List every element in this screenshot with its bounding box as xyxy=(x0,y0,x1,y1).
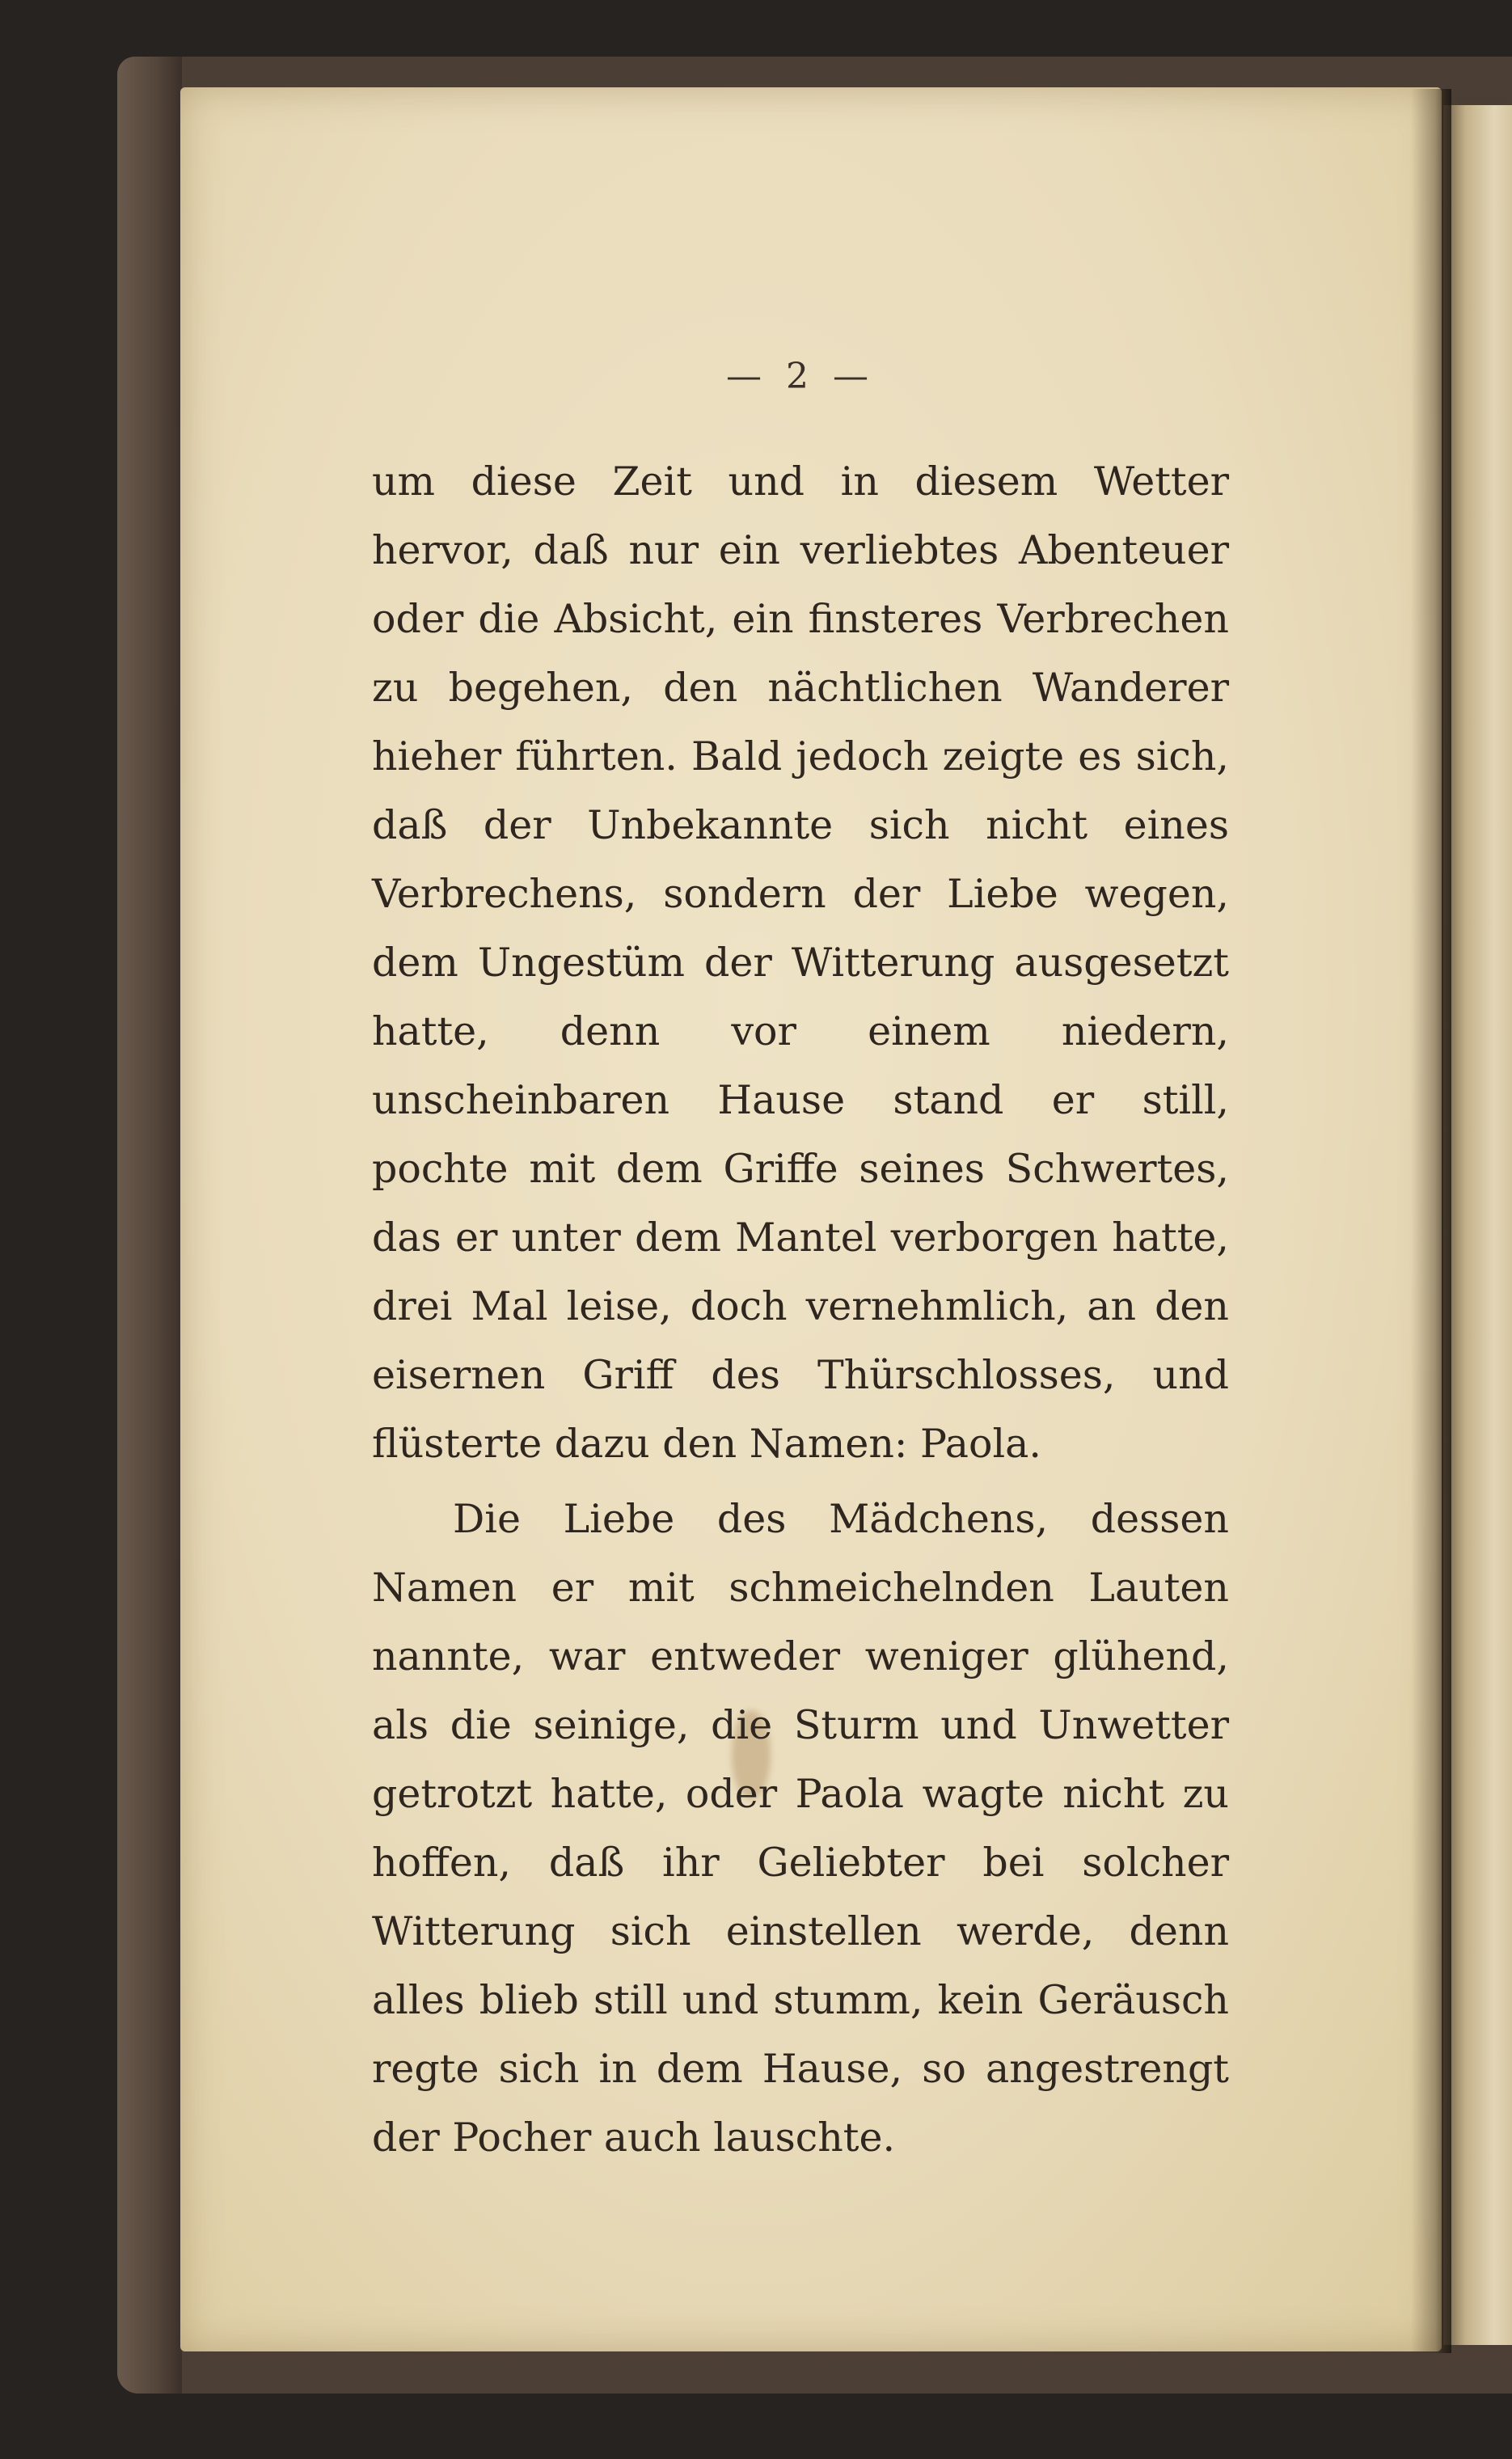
paragraph-2: Die Liebe des Mädchens, dessen Namen er mit schmeichelnden Lauten nannte, war entweder weniger glühend, als die seinige, die Sturm und Unwetter getrotzt hatte, oder Paola wagte nicht zu hoffen, daß ihr Geliebter bei solcher Witterung sich einstellen werde, denn alles blieb still und stumm, kein Geräusch regte sich in dem Hause, so angestrengt der Pocher auch lauschte. xyxy=(372,1496,1229,2161)
page-gutter xyxy=(1411,89,1451,2353)
book-cover-edge xyxy=(117,57,182,2394)
paragraph-1: um diese Zeit und in diesem Wetter hervor, daß nur ein verliebtes Abenteuer oder die Absicht, ein finsteres Verbrechen zu begehen, den nächtlichen Wanderer hieher führten. Bald jedoch zeigte es sich, daß der Unbekannte sich nicht eines Verbrechens, sondern der Liebe wegen, dem Ungestüm der Witterung ausgesetzt hatte, denn vor einem niedern, unscheinbaren Hause stand er still, pochte mit dem Griffe seines Schwertes, das er unter dem Mantel verborgen hatte, drei Mal leise, doch vernehmlich, an den eisernen Griff des Thürschlosses, und flüsterte dazu den Namen: Paola. xyxy=(372,458,1229,1467)
page-content xyxy=(372,356,1229,2172)
facing-page-edge xyxy=(1443,105,1512,2345)
page-number: — 2 — xyxy=(726,356,875,397)
